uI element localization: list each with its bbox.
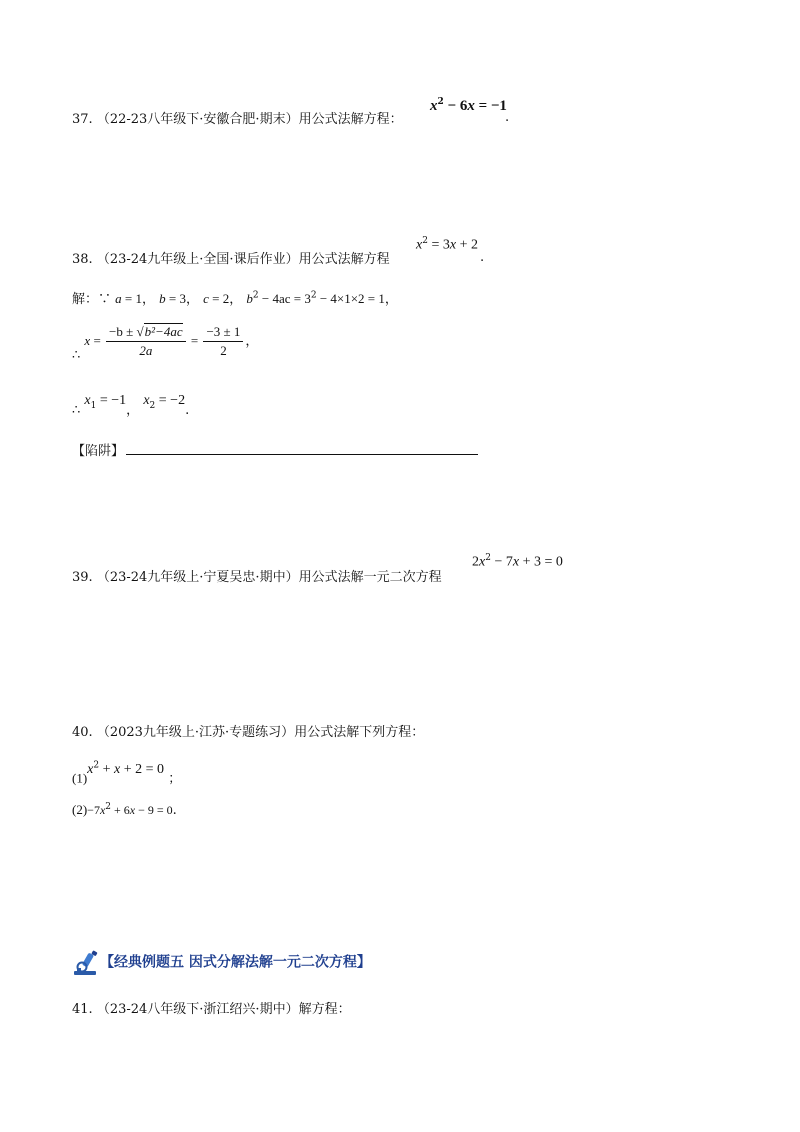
solution-roots: ∴ $x_1 = -1$， $x_2 = -2$. xyxy=(72,393,190,418)
question-number: 39. xyxy=(72,570,93,585)
question-40 xyxy=(72,721,424,740)
period: . xyxy=(480,250,485,265)
question-source: （2023九年级上·江苏·专题练习） xyxy=(96,725,295,740)
question-text: 用公式法解一元二次方程 xyxy=(298,570,442,585)
equation-39: $2x^2 - 7x + 3 = 0$ xyxy=(472,553,563,570)
question-number: 38. xyxy=(72,252,93,267)
equation-37: $x^2 - 6x = -1$ xyxy=(430,97,507,114)
trap-label: 【陷阱】 xyxy=(72,444,125,459)
solution-coefficients: 解：∵ a = 1， b = 3， c = 2， $b^2 - 4ac = 3^2 - 4\times 1\times 2 = 1$， xyxy=(72,290,398,307)
question-source: （23-24九年级上·宁夏吴忠·期中） xyxy=(96,570,299,585)
section-title: 【经典例题五 因式分解法解一元二次方程】 xyxy=(100,954,371,971)
question-text: 用公式法解下列方程： xyxy=(294,725,425,740)
question-number: 37. xyxy=(72,112,93,127)
equation-38: $x^2 = 3x + 2$ xyxy=(416,236,478,253)
question-text: 用公式法解方程： xyxy=(298,112,403,127)
question-source: （22-23八年级下·安徽合肥·期末） xyxy=(96,112,299,127)
trap-line xyxy=(72,440,478,459)
question-number: 40. xyxy=(72,725,93,740)
microscope-icon xyxy=(72,950,100,976)
fraction-values: $\frac{-3 \pm 1}{2}$ xyxy=(203,324,243,359)
fraction-formula: $\frac{\text{−b ± √b²−4ac}}{2a}$ xyxy=(106,324,186,359)
answer-blank[interactable] xyxy=(126,442,478,455)
question-text: 解方程： xyxy=(298,1002,351,1017)
period: . xyxy=(505,110,510,125)
question-37 xyxy=(72,108,403,127)
question-source: （23-24九年级上·全国·课后作业） xyxy=(96,252,299,267)
question-41 xyxy=(72,998,351,1017)
question-39 xyxy=(72,566,442,585)
question-number: 41. xyxy=(72,1002,93,1017)
question-40-part-1: $(1)x^2 + x + 2 = 0$ ； xyxy=(72,760,182,787)
question-38 xyxy=(72,248,390,267)
solution-formula: ∴ x = $\frac{\text{−b ± √b²−4ac}}{2a}$ = $\frac{-3 \pm 1}{2}$ ， xyxy=(72,324,259,363)
section-heading xyxy=(72,950,371,976)
question-source: （23-24八年级下·浙江绍兴·期中） xyxy=(96,1002,299,1017)
question-40-part-2: $(2)-7x^2 + 6x - 9 = 0$. xyxy=(72,802,177,818)
question-text: 用公式法解方程 xyxy=(298,252,390,267)
